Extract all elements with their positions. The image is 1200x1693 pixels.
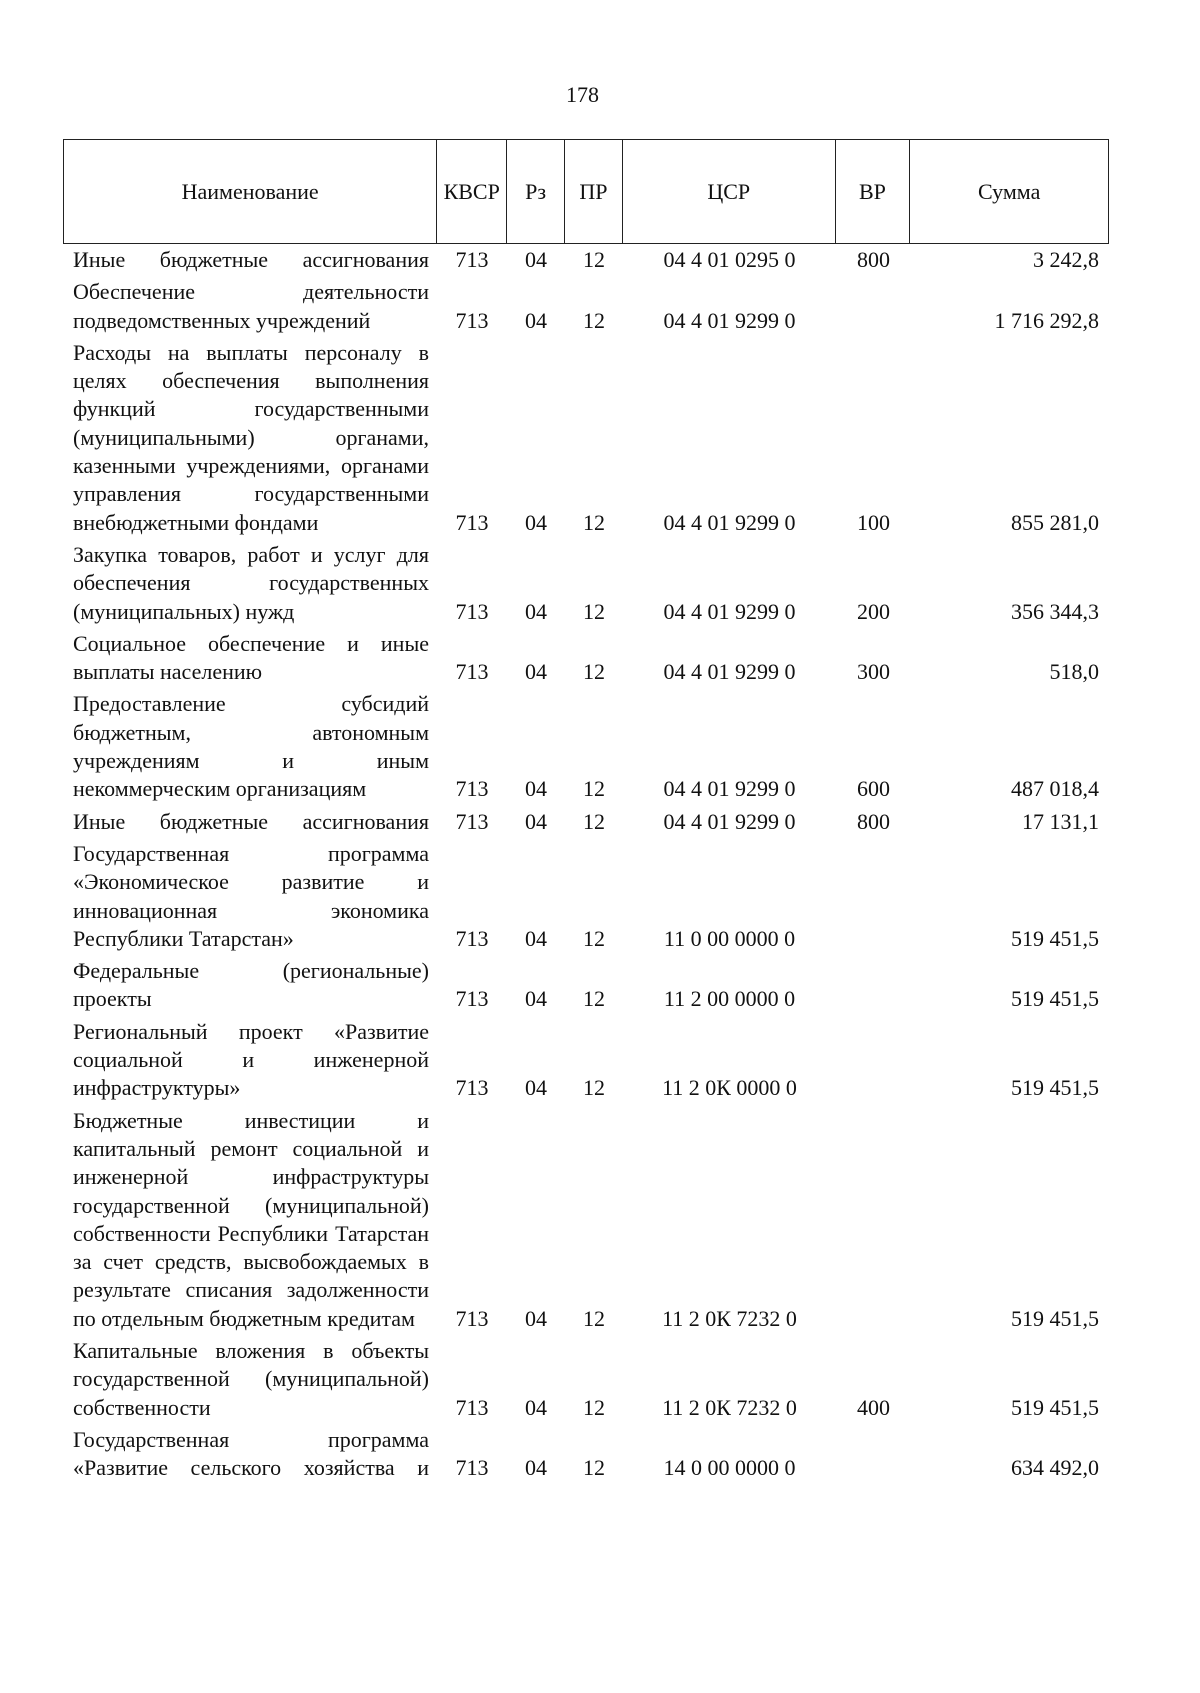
row-csr: 04 4 01 9299 0: [663, 776, 796, 802]
row-sum: 17 131,1: [1022, 808, 1099, 834]
row-sum: 518,0: [1049, 659, 1099, 685]
table-body: [63, 246, 1109, 1482]
row-pr: 12: [583, 659, 605, 685]
header-vr: ВР: [836, 140, 911, 243]
row-name: Социальное обеспечение и иные выплаты населению: [73, 630, 429, 685]
row-vr: 100: [857, 509, 890, 535]
row-vr: 800: [857, 808, 890, 834]
row-rz: 04: [525, 1455, 547, 1481]
row-pr: 12: [583, 1455, 605, 1481]
table-row: [63, 278, 1109, 335]
row-pr: 12: [583, 509, 605, 535]
row-csr: 04 4 01 9299 0: [663, 509, 796, 535]
row-vr: 200: [857, 598, 890, 624]
row-kvsr: 713: [455, 659, 489, 685]
row-kvsr: 713: [455, 1075, 489, 1101]
row-csr: 04 4 01 9299 0: [663, 307, 796, 333]
row-name: Закупка товаров, работ и услуг для обеспечения государственных (муниципальных) нужд: [73, 541, 429, 624]
row-pr: 12: [583, 247, 605, 272]
row-pr: 12: [583, 1075, 605, 1101]
row-vr: 600: [857, 776, 890, 802]
table-row: [63, 541, 1109, 626]
row-pr: 12: [583, 598, 605, 624]
row-rz: 04: [525, 1394, 547, 1420]
row-sum: 519 451,5: [1011, 925, 1099, 951]
row-pr: 12: [583, 1394, 605, 1420]
row-sum: 487 018,4: [1011, 776, 1099, 802]
row-rz: 04: [525, 776, 547, 802]
row-sum: 519 451,5: [1011, 986, 1099, 1012]
row-rz: 04: [525, 509, 547, 535]
row-name: Региональный проект «Развитие социальной и инженерной инфраструктуры»: [73, 1018, 429, 1101]
header-name: Наименование: [64, 140, 437, 243]
table-row: [63, 690, 1109, 803]
table-row: [63, 1337, 1109, 1422]
row-kvsr: 713: [455, 986, 489, 1012]
header-sum: Сумма: [978, 178, 1041, 204]
row-rz: 04: [525, 307, 547, 333]
row-rz: 04: [525, 1305, 547, 1331]
row-kvsr: 713: [455, 509, 489, 535]
row-sum: 1 716 292,8: [994, 307, 1099, 333]
row-name: Обеспечение деятельности подведомственных учреждений: [73, 279, 429, 333]
row-kvsr: 713: [455, 776, 489, 802]
row-rz: 04: [525, 598, 547, 624]
row-pr: 12: [583, 808, 605, 834]
header-rz: Рз: [507, 140, 565, 243]
row-sum: 519 451,5: [1011, 1394, 1099, 1420]
row-name: Расходы на выплаты персоналу в целях обеспечения выполнения функций государственными (муниципальными) органами, казенными учреждениями, органами управления государственными внебюджетными фондами: [73, 339, 429, 535]
row-sum: 519 451,5: [1011, 1075, 1099, 1101]
row-pr: 12: [583, 776, 605, 802]
row-kvsr: 713: [455, 1394, 489, 1420]
row-kvsr: 713: [455, 1305, 489, 1331]
table-row: [63, 339, 1109, 537]
row-vr: 800: [857, 247, 890, 272]
row-csr: 11 2 0К 0000 0: [662, 1075, 797, 1101]
row-sum: 855 281,0: [1011, 509, 1099, 535]
row-name: Бюджетные инвестиции и капитальный ремонт социальной и инженерной инфраструктуры государственной (муниципальной) собственности Республики Татарстан за счет средств, высвобождаемых в результате списания задолженности по отдельным бюджетным кредитам: [73, 1107, 429, 1331]
row-csr: 11 2 0К 7232 0: [662, 1394, 797, 1420]
row-sum: 356 344,3: [1011, 598, 1099, 624]
row-rz: 04: [525, 808, 547, 834]
row-rz: 04: [525, 1075, 547, 1101]
table-row: [63, 1107, 1109, 1333]
row-kvsr: 713: [455, 1455, 489, 1481]
row-pr: 12: [583, 1305, 605, 1331]
row-csr: 04 4 01 9299 0: [663, 808, 796, 834]
row-kvsr: 713: [455, 307, 489, 333]
table-row: [63, 630, 1109, 687]
row-rz: 04: [525, 247, 547, 272]
row-name: Иные бюджетные ассигнования: [73, 247, 429, 272]
row-vr: [836, 840, 911, 953]
page-number: 178: [566, 82, 599, 107]
row-vr: 400: [857, 1394, 890, 1420]
row-sum: 3 242,8: [1033, 247, 1099, 272]
table-row: [63, 1426, 1109, 1483]
row-sum: 519 451,5: [1011, 1305, 1099, 1331]
row-name: Государственная программа «Экономическое развитие и инновационная экономика Республики Татарстан»: [73, 840, 429, 951]
row-vr: 300: [857, 659, 890, 685]
header-csr: ЦСР: [623, 140, 836, 243]
row-vr: [836, 1107, 911, 1333]
row-name: Капитальные вложения в объекты государственной (муниципальной) собственности: [73, 1337, 429, 1420]
row-csr: 14 0 00 0000 0: [663, 1455, 796, 1481]
row-csr: 11 0 00 0000 0: [663, 925, 796, 951]
row-csr: 11 2 0К 7232 0: [662, 1305, 797, 1331]
row-kvsr: 713: [455, 247, 489, 272]
row-name: Предоставление субсидий бюджетным, автономным учреждениям и иным некоммерческим организациям: [73, 691, 429, 802]
header-kvsr: КВСР: [437, 140, 507, 243]
row-kvsr: 713: [455, 925, 489, 951]
table-row: [63, 246, 1109, 274]
row-name: Государственная программа «Развитие сельского хозяйства и: [73, 1426, 429, 1481]
row-rz: 04: [525, 925, 547, 951]
header-pr: ПР: [565, 140, 623, 243]
row-vr: [836, 1018, 911, 1103]
table-row: [63, 840, 1109, 953]
row-csr: 11 2 00 0000 0: [663, 986, 796, 1012]
row-pr: 12: [583, 986, 605, 1012]
row-name: Федеральные (региональные) проекты: [73, 958, 429, 1012]
row-csr: 04 4 01 9299 0: [663, 598, 796, 624]
row-sum: 634 492,0: [1011, 1455, 1099, 1481]
row-pr: 12: [583, 925, 605, 951]
row-rz: 04: [525, 986, 547, 1012]
row-name: Иные бюджетные ассигнования: [73, 808, 429, 834]
row-csr: 04 4 01 9299 0: [663, 659, 796, 685]
row-kvsr: 713: [455, 598, 489, 624]
table-row: [63, 957, 1109, 1014]
table-header: [63, 139, 1109, 244]
row-pr: 12: [583, 307, 605, 333]
row-kvsr: 713: [455, 808, 489, 834]
table-row: [63, 1018, 1109, 1103]
table-row: [63, 808, 1109, 836]
row-vr: [836, 1426, 911, 1483]
row-csr: 04 4 01 0295 0: [663, 247, 796, 272]
row-vr: [836, 957, 911, 1014]
row-rz: 04: [525, 659, 547, 685]
row-vr: [836, 278, 911, 335]
